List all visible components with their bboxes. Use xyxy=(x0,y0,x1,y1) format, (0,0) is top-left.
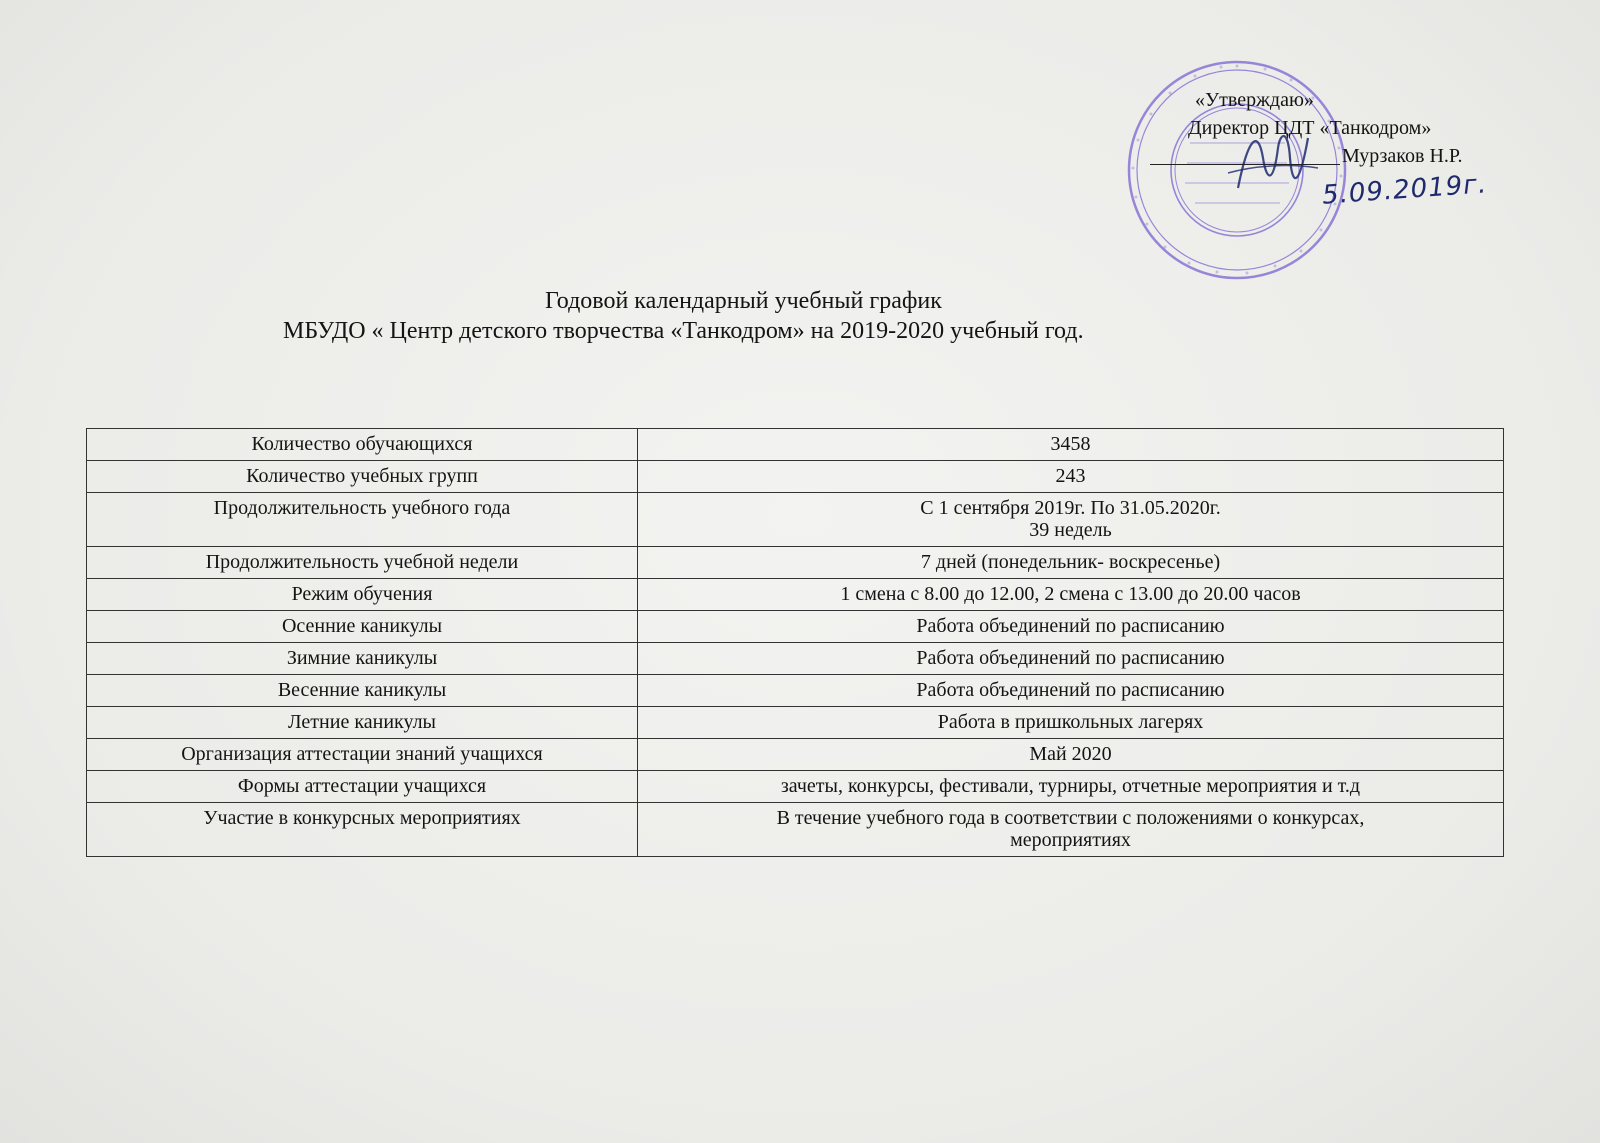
table-row xyxy=(87,803,1504,857)
table-row xyxy=(87,707,1504,739)
row-value-line-2: 39 недель xyxy=(1029,519,1112,541)
row-value xyxy=(638,493,1504,547)
row-label: Формы аттестации учащихся xyxy=(87,771,638,803)
row-label: Продолжительность учебной недели xyxy=(87,547,638,579)
row-value: зачеты, конкурсы, фестивали, турниры, отчетные мероприятия и т.д xyxy=(638,771,1504,803)
row-value: 7 дней (понедельник- воскресенье) xyxy=(638,547,1504,579)
title-line-1: Годовой календарный учебный график xyxy=(545,288,942,314)
table-row xyxy=(87,675,1504,707)
row-label: Участие в конкурсных мероприятиях xyxy=(87,803,638,857)
row-value: Май 2020 xyxy=(638,739,1504,771)
row-label: Количество учебных групп xyxy=(87,461,638,493)
schedule-table xyxy=(86,428,1504,857)
row-value-line-1: В течение учебного года в соответствии с положениями о конкурсах, xyxy=(776,807,1365,829)
row-label: Количество обучающихся xyxy=(87,429,638,461)
signature-line xyxy=(1150,144,1340,165)
approver-name: Мурзаков Н.Р. xyxy=(1342,145,1463,167)
row-value: Работа в пришкольных лагерях xyxy=(638,707,1504,739)
row-value-line-1: С 1 сентября 2019г. По 31.05.2020г. xyxy=(920,497,1221,519)
table-row xyxy=(87,739,1504,771)
table-row xyxy=(87,771,1504,803)
row-label: Режим обучения xyxy=(87,579,638,611)
title-line-2: МБУДО « Центр детского творчества «Танкодром» на 2019-2020 учебный год. xyxy=(283,318,1084,344)
row-value: 3458 xyxy=(638,429,1504,461)
row-value: Работа объединений по расписанию xyxy=(638,611,1504,643)
row-label: Продолжительность учебного года xyxy=(87,493,638,547)
row-value: 243 xyxy=(638,461,1504,493)
row-label: Зимние каникулы xyxy=(87,643,638,675)
approval-date: 5.09.2019г. xyxy=(1321,169,1489,211)
table-row xyxy=(87,611,1504,643)
table-row xyxy=(87,461,1504,493)
row-label: Летние каникулы xyxy=(87,707,638,739)
table-row xyxy=(87,547,1504,579)
row-label: Осенние каникулы xyxy=(87,611,638,643)
table-row xyxy=(87,429,1504,461)
row-label: Весенние каникулы xyxy=(87,675,638,707)
table-row xyxy=(87,579,1504,611)
row-value-line-2: мероприятиях xyxy=(1010,829,1131,851)
row-value xyxy=(638,803,1504,857)
row-value: Работа объединений по расписанию xyxy=(638,675,1504,707)
row-label: Организация аттестации знаний учащихся xyxy=(87,739,638,771)
row-value: Работа объединений по расписанию xyxy=(638,643,1504,675)
row-value: 1 смена с 8.00 до 12.00, 2 смена с 13.00 до 20.00 часов xyxy=(638,579,1504,611)
approval-heading: «Утверждаю» xyxy=(1195,89,1314,111)
table-row xyxy=(87,493,1504,547)
approval-position: Директор ЦДТ «Танкодром» xyxy=(1188,117,1432,139)
table-row xyxy=(87,643,1504,675)
